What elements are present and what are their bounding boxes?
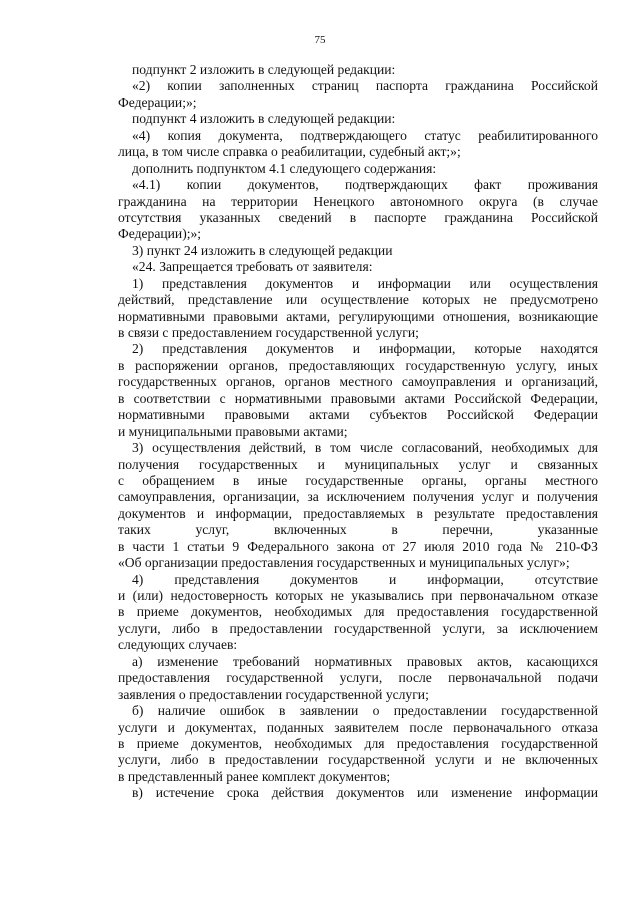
text-line: Федерации);»; — [118, 226, 202, 242]
text-line: самоуправления, организации, за исключением получения услуг и получения — [118, 489, 598, 505]
text-line: в связи с предоставлением государственной услуги; — [118, 325, 419, 340]
text-line: с обращением в иные государственные органы, органы местного — [118, 472, 598, 488]
text-line: получения государственных и муниципальных услуг и связанных — [118, 456, 598, 472]
text-line: дополнить подпунктом 4.1 следующего содержания: — [132, 160, 437, 176]
text-line: и муниципальными правовыми актами; — [118, 423, 348, 439]
text-line: отсутствия указанных сведений в паспорте гражданина Российской — [118, 209, 598, 225]
text-line: лица, в том числе справка о реабилитации, судебный акт;»; — [118, 144, 461, 160]
text-line: «4.1) копии документов, подтверждающих факт проживания — [132, 177, 598, 193]
text-line: в распоряжении органов, предоставляющих государственную услугу, иных — [118, 357, 598, 373]
text-line: таких услуг, включенных в перечни, указанные — [118, 522, 598, 538]
text-line: государственных органов, органов местного самоуправления и организаций, — [118, 374, 598, 390]
text-line: подпункт 2 изложить в следующей редакции: — [132, 62, 396, 77]
text-line: в) истечение срока действия документов или изменение информации — [132, 785, 598, 801]
text-line: документов и информации, предоставляемых в результате предоставления — [118, 505, 598, 521]
text-line: 3) осуществления действий, в том числе согласований, необходимых для — [132, 440, 598, 456]
text-line: услуги и документах, поданных заявителем после первоначального отказа — [118, 719, 598, 735]
text-line: 4) представления документов и информации, отсутствие — [132, 571, 598, 587]
text-line: «2) копии заполненных страниц паспорта гражданина Российской — [132, 78, 598, 94]
text-line: услуги, либо в предоставлении государственной услуги и не включенных — [118, 752, 598, 768]
text-line: подпункт 4 изложить в следующей редакции: — [132, 111, 396, 127]
text-line: действий, представление или осуществление которых не предусмотрено — [118, 292, 598, 308]
text-line: предоставления государственной услуги, после первоначальной подачи — [118, 670, 598, 686]
text-line: гражданина на территории Ненецкого автономного округа (в случае — [118, 193, 598, 209]
text-line: 1) представления документов и информации или осуществления — [132, 275, 598, 291]
text-line: нормативными правовыми актами, регулирующими отношения, возникающие — [118, 308, 598, 324]
text-line: «Об организации предоставления государственных и муниципальных услуг»; — [118, 555, 570, 571]
document-body — [118, 62, 598, 802]
text-line: услуги, либо в предоставлении государственной услуги, за исключением — [118, 620, 598, 636]
text-line: заявления о предоставлении государственной услуги; — [118, 686, 429, 702]
text-line: нормативными правовыми актами субъектов Российской Федерации — [118, 407, 598, 423]
text-line: в приеме документов, необходимых для предоставления государственной — [118, 604, 598, 620]
text-line: Федерации;»; — [118, 94, 197, 110]
text-line: в части 1 статьи 9 Федерального закона от 27 июля 2010 года № 210-ФЗ — [118, 538, 598, 554]
page-number: 75 — [314, 34, 326, 46]
text-line: «4) копия документа, подтверждающего статус реабилитированного — [132, 127, 598, 143]
text-line: «24. Запрещается требовать от заявителя: — [132, 259, 373, 275]
text-line: а) изменение требований нормативных правовых актов, касающихся — [132, 653, 598, 669]
text-line: и (или) недостоверность которых не указывались при первоначальном отказе — [118, 588, 598, 603]
text-line: следующих случаев: — [118, 637, 238, 653]
text-line: б) наличие ошибок в заявлении о предоставлении государственной — [132, 703, 598, 719]
text-line: 2) представления документов и информации, которые находятся — [132, 341, 598, 357]
text-line: в приеме документов, необходимых для предоставления государственной — [118, 735, 598, 751]
text-line: в представленный ранее комплект документов; — [118, 768, 391, 784]
text-line: 3) пункт 24 изложить в следующей редакции — [132, 242, 393, 258]
text-line: в соответствии с нормативными правовыми актами Российской Федерации, — [118, 390, 598, 406]
